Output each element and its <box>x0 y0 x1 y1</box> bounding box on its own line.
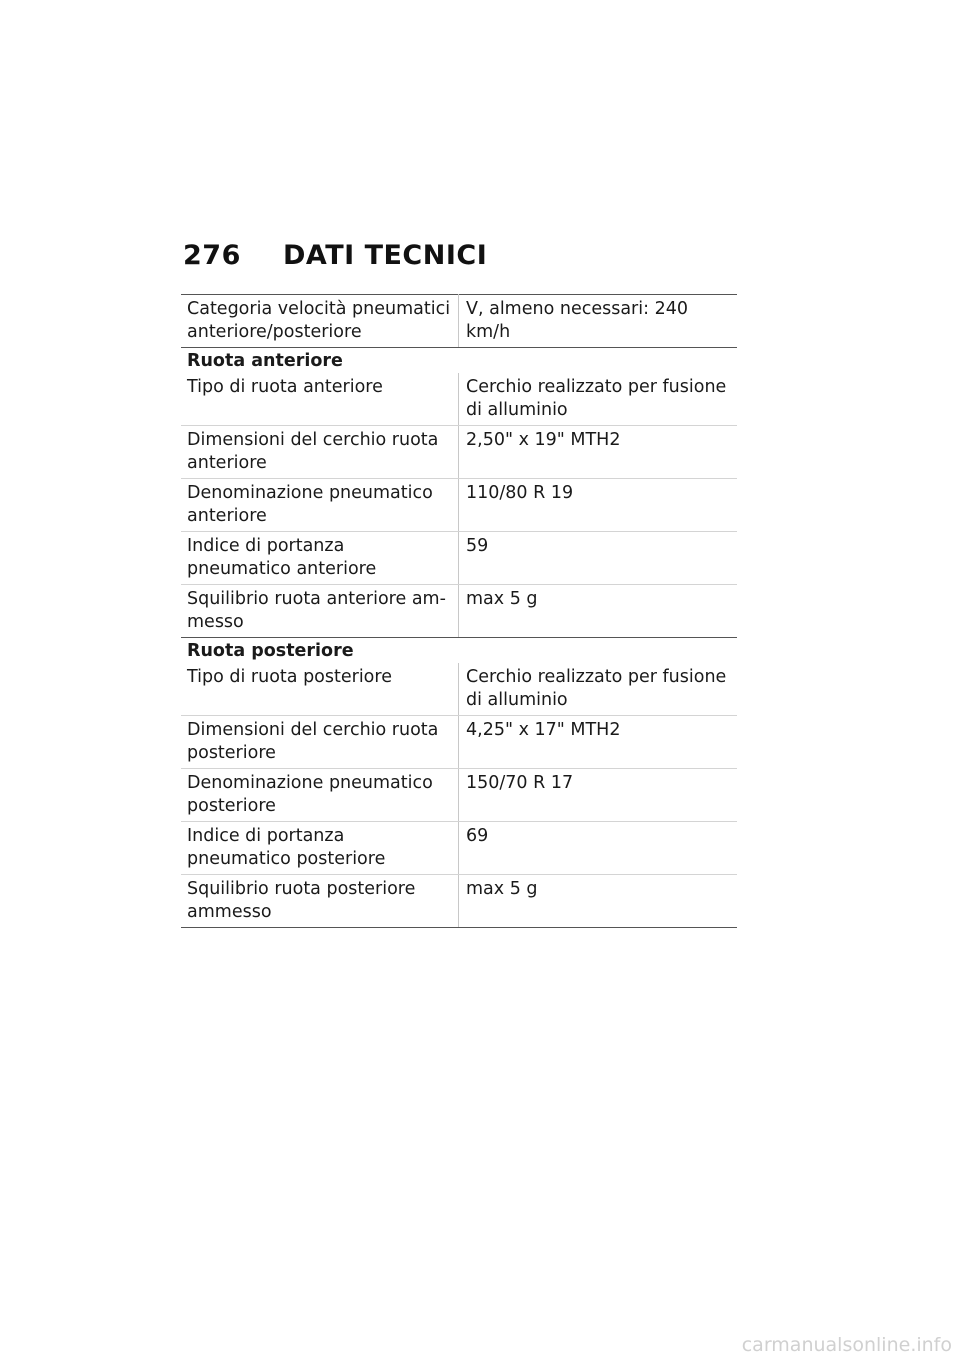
spec-value: 110/80 R 19 <box>459 479 738 532</box>
table-row <box>181 769 737 822</box>
table-row <box>181 822 737 875</box>
table-row <box>181 479 737 532</box>
spec-label: Denominazione pneumatico anteriore <box>181 479 459 532</box>
section-heading-rear-wheel <box>181 638 737 664</box>
table-row <box>181 663 737 716</box>
spec-label: Denominazione pneumatico posteriore <box>181 769 459 822</box>
watermark: carmanualsonline.info <box>741 1334 952 1356</box>
spec-label: Indice di portanza pneumatico posteriore <box>181 822 459 875</box>
table-row <box>181 426 737 479</box>
spec-label: Squilibrio ruota posteriore ammesso <box>181 875 459 928</box>
spec-label: Indice di portanza pneumatico anteriore <box>181 532 459 585</box>
table-row <box>181 716 737 769</box>
table-row <box>181 295 737 348</box>
spec-label: Dimensioni del cerchio ruota anteriore <box>181 426 459 479</box>
spec-label: Dimensioni del cerchio ruota posteriore <box>181 716 459 769</box>
section-title: Ruota posteriore <box>187 641 354 661</box>
spec-value: max 5 g <box>459 585 738 638</box>
section-title: Ruota anteriore <box>187 351 343 371</box>
spec-value: 59 <box>459 532 738 585</box>
table-row <box>181 585 737 638</box>
spec-value: 4,25" x 17" MTH2 <box>459 716 738 769</box>
spec-label: Tipo di ruota posteriore <box>181 663 459 716</box>
page-number: 276 <box>183 240 241 271</box>
page-title: DATI TECNICI <box>283 240 488 271</box>
specifications-table <box>181 294 737 928</box>
table-row <box>181 532 737 585</box>
spec-value: max 5 g <box>459 875 738 928</box>
section-heading-front-wheel <box>181 348 737 374</box>
page-header <box>183 240 487 271</box>
spec-label: Squilibrio ruota anteriore ammesso <box>181 585 459 638</box>
spec-value: 2,50" x 19" MTH2 <box>459 426 738 479</box>
spec-value: Cerchio realizzato per fusione di alluminio <box>459 663 738 716</box>
table-row <box>181 875 737 928</box>
table-row <box>181 373 737 426</box>
spec-value: Cerchio realizzato per fusione di alluminio <box>459 373 738 426</box>
spec-label: Tipo di ruota anteriore <box>181 373 459 426</box>
spec-value: 150/70 R 17 <box>459 769 738 822</box>
spec-value: V, almeno necessari: 240 km/h <box>459 295 738 348</box>
spec-value: 69 <box>459 822 738 875</box>
spec-label: Categoria velocità pneumatici anteriore/posteriore <box>181 295 459 348</box>
